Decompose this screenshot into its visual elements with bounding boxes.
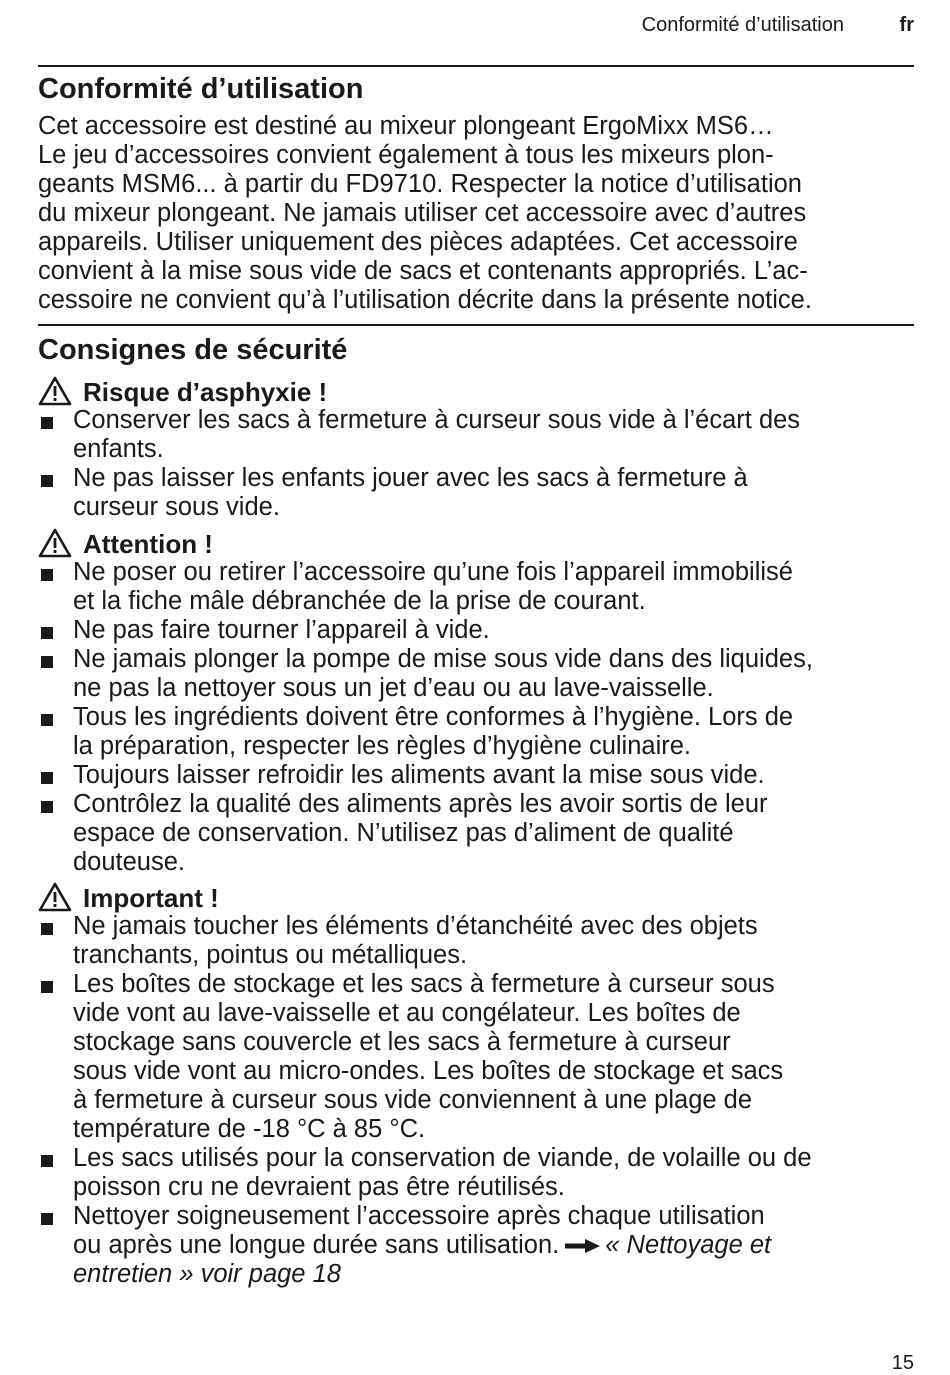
xref-text: « Nettoyage et xyxy=(605,1231,772,1259)
text-line: Ne jamais plonger la pompe de mise sous vide dans des liquides, xyxy=(73,645,813,673)
text-line: Cet accessoire est destiné au mixeur plongeant ErgoMixx MS6… xyxy=(38,112,774,140)
text-line: Conserver les sacs à fermeture à curseur sous vide à l’écart des xyxy=(73,406,801,434)
text-line: douteuse. xyxy=(73,848,186,876)
warning-title: Risque d’asphyxie ! xyxy=(83,377,328,407)
list-item xyxy=(38,761,914,790)
text-line: Toujours laisser refroidir les aliments avant la mise sous vide. xyxy=(73,761,765,789)
asphyxia-list xyxy=(38,406,914,522)
running-title: Conformité d’utilisation xyxy=(641,14,844,36)
header-rule xyxy=(38,65,914,67)
page-number: 15 xyxy=(891,1352,914,1374)
text-line: et la fiche mâle débranchée de la prise de courant. xyxy=(73,587,646,615)
text-line: du mixeur plongeant. Ne jamais utiliser cet accessoire avec d’autres xyxy=(38,199,807,227)
text-line: cessoire ne convient qu’à l’utilisation décrite dans la présente notice. xyxy=(38,286,812,314)
attention-list xyxy=(38,558,914,877)
xref-text: entretien » voir page 18 xyxy=(73,1260,341,1288)
text-line: Contrôlez la qualité des aliments après les avoir sortis de leur xyxy=(73,790,768,818)
list-item xyxy=(38,703,914,761)
text-line: curseur sous vide. xyxy=(73,493,280,521)
section-heading-conformity: Conformité d’utilisation xyxy=(38,73,364,105)
warning-triangle-icon xyxy=(38,376,72,406)
text-line: vide vont au lave-vaisselle et au congélateur. Les boîtes de xyxy=(73,999,741,1027)
important-list xyxy=(38,912,914,1289)
list-item xyxy=(38,464,914,522)
text-line: poisson cru ne devraient pas être réutilisés. xyxy=(73,1173,565,1201)
text-line: Le jeu d’accessoires convient également à tous les mixeurs plon- xyxy=(38,141,774,169)
text-line: Les sacs utilisés pour la conservation de viande, de volaille ou de xyxy=(73,1144,812,1172)
warning-triangle-icon xyxy=(38,882,72,912)
text-line: Tous les ingrédients doivent être conformes à l’hygiène. Lors de xyxy=(73,703,794,731)
text-line: espace de conservation. N’utilisez pas d’aliment de qualité xyxy=(73,819,734,847)
text-line: ou après une longue durée sans utilisation. xyxy=(73,1231,560,1259)
warning-heading-attention xyxy=(38,528,213,559)
language-code: fr xyxy=(899,14,914,36)
text-line: Nettoyer soigneusement l’accessoire après chaque utilisation xyxy=(73,1202,765,1230)
list-item xyxy=(38,616,914,645)
text-line: à fermeture à curseur sous vide conviennent à une plage de xyxy=(73,1086,753,1114)
list-item xyxy=(38,790,914,877)
list-item xyxy=(38,558,914,616)
list-item xyxy=(38,406,914,464)
section-heading-safety: Consignes de sécurité xyxy=(38,334,348,366)
text-line: sous vide vont au micro-ondes. Les boîtes de stockage et sacs xyxy=(73,1057,784,1085)
section-rule xyxy=(38,324,914,326)
list-item xyxy=(38,1202,914,1289)
warning-title: Important ! xyxy=(83,883,219,913)
text-line: geants MSM6... à partir du FD9710. Respecter la notice d’utilisation xyxy=(38,170,802,198)
text-line: stockage sans couvercle et les sacs à fermeture à curseur xyxy=(73,1028,731,1056)
running-header xyxy=(38,14,914,40)
list-item xyxy=(38,1144,914,1202)
text-line: appareils. Utiliser uniquement des pièces adaptées. Cet accessoire xyxy=(38,228,798,256)
text-line: tranchants, pointus ou métalliques. xyxy=(73,941,468,969)
text-line: enfants. xyxy=(73,435,164,463)
warning-heading-asphyxia xyxy=(38,376,327,407)
text-line: Ne jamais toucher les éléments d’étanchéité avec des objets xyxy=(73,912,758,940)
warning-heading-important xyxy=(38,882,219,913)
warning-title: Attention ! xyxy=(83,529,213,559)
text-line: Ne pas faire tourner l’appareil à vide. xyxy=(73,616,490,644)
text-line: Ne pas laisser les enfants jouer avec les sacs à fermeture à xyxy=(73,464,748,492)
text-line: température de -18 °C à 85 °C. xyxy=(73,1115,426,1143)
warning-triangle-icon xyxy=(38,528,72,558)
list-item xyxy=(38,970,914,1144)
list-item xyxy=(38,645,914,703)
text-line: Ne poser ou retirer l’accessoire qu’une fois l’appareil immobilisé xyxy=(73,558,793,586)
conformity-paragraph xyxy=(38,112,918,315)
arrow-right-icon xyxy=(565,1238,601,1254)
text-line: la préparation, respecter les règles d’hygiène culinaire. xyxy=(73,732,692,760)
text-line: Les boîtes de stockage et les sacs à fermeture à curseur sous xyxy=(73,970,775,998)
text-line: convient à la mise sous vide de sacs et contenants appropriés. L’ac- xyxy=(38,257,808,285)
text-line: ne pas la nettoyer sous un jet d’eau ou au lave-vaisselle. xyxy=(73,674,714,702)
list-item xyxy=(38,912,914,970)
